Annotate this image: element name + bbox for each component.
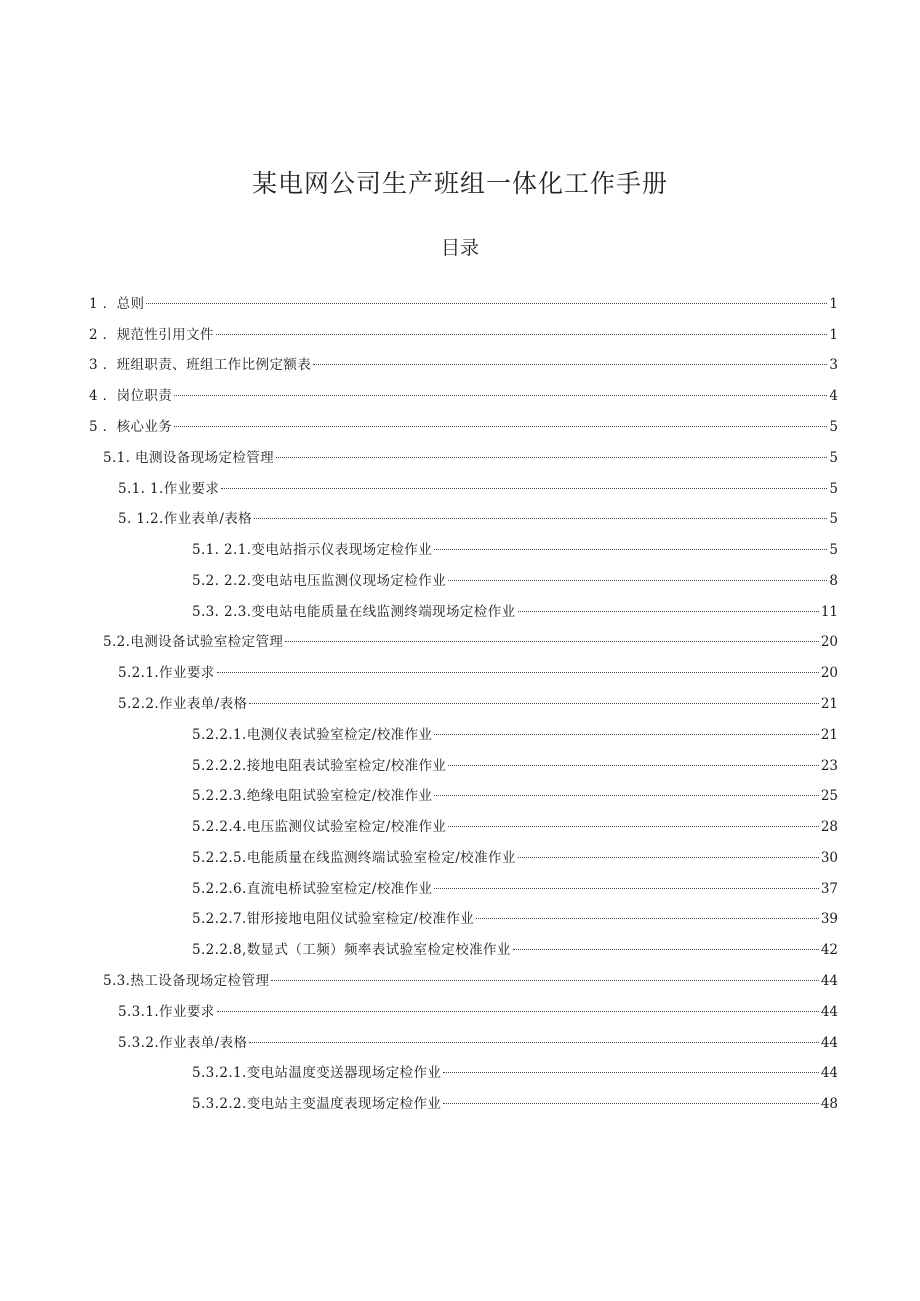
dot-leader [174,426,827,427]
toc-entry-page: 5 [829,511,838,527]
toc-entry-label: 3 ．班组职责、班组工作比例定额表 [89,357,312,373]
toc-entry[interactable] [192,571,838,591]
dot-leader [443,1072,818,1073]
toc-entry[interactable] [89,294,838,314]
dot-leader [146,303,827,304]
dot-leader [434,549,827,550]
toc-entry-page: 3 [829,357,838,373]
toc-entry-label: 5.3.2.2.变电站主变温度表现场定检作业 [192,1096,442,1112]
dot-leader [448,826,819,827]
toc-entry[interactable] [118,694,838,714]
toc-entry-page: 21 [820,727,838,743]
toc-entry-page: 4 [829,388,838,404]
toc-entry-page: 48 [820,1096,838,1112]
dot-leader [518,611,819,612]
toc-entry-label: 5.2.1.作业要求 [118,665,215,681]
toc-entry-page: 37 [820,881,838,897]
dot-leader [254,518,827,519]
toc-entry-label: 2 ．规范性引用文件 [89,327,214,343]
toc-entry[interactable] [192,1063,838,1083]
toc-entry-page: 28 [820,819,838,835]
dot-leader [217,672,819,673]
toc-entry[interactable] [89,417,838,437]
toc-entry[interactable] [192,725,838,745]
toc-entry-label: 5.2.2.5.电能质量在线监测终端试验室检定/校准作业 [192,850,516,866]
toc-entry-label: 5 ．核心业务 [89,419,173,435]
toc-entry-page: 1 [829,327,838,343]
dot-leader [448,765,819,766]
dot-leader [434,795,818,796]
toc-entry-page: 25 [820,788,838,804]
toc-entry[interactable] [89,386,838,406]
toc-entry-label: 5.2.2.7.钳形接地电阻仪试验室检定/校准作业 [192,911,475,927]
dot-leader [249,703,818,704]
toc-entry-page: 5 [829,481,838,497]
toc-entry[interactable] [192,1094,838,1114]
toc-entry-label: 5.2.2.2.接地电阻表试验室检定/校准作业 [192,758,447,774]
document-title: 某电网公司生产班组一体化工作手册 [251,169,668,198]
toc-entry-label: 5.3.热工设备现场定检管理 [103,973,270,989]
toc-entry-label: 1 ．总则 [89,296,145,312]
toc-entry[interactable] [192,817,838,837]
toc-entry[interactable] [192,540,838,560]
toc-entry[interactable] [192,940,838,960]
toc-entry-page: 44 [820,1065,838,1081]
toc-entry-page: 30 [820,850,838,866]
toc-entry-label: 5.2. 2.2.变电站电压监测仪现场定检作业 [192,573,447,589]
toc-entry-page: 5 [829,419,838,435]
toc-entry[interactable] [89,355,838,375]
toc-entry-page: 11 [820,604,838,620]
toc-entry-label: 5.2.2.1.电测仪表试验室检定/校准作业 [192,727,433,743]
toc-entry[interactable] [118,663,838,683]
toc-entry-label: 5.1. 电测设备现场定检管理 [103,450,275,466]
dot-leader [174,395,827,396]
toc-entry-page: 23 [820,758,838,774]
toc-entry[interactable] [192,909,838,929]
toc-heading: 目录 [440,237,479,259]
toc-entry-page: 42 [820,942,838,958]
toc-entry-label: 5.2.2.6.直流电桥试验室检定/校准作业 [192,881,433,897]
dot-leader [276,457,827,458]
toc-entry-page: 44 [820,973,838,989]
toc-entry[interactable] [118,1033,838,1053]
dot-leader [249,1042,818,1043]
toc-entry-label: 5.1. 2.1.变电站指示仪表现场定检作业 [192,542,433,558]
toc-entry-label: 5.2.2.3.绝缘电阻试验室检定/校准作业 [192,788,433,804]
toc-entry-label: 5.3.2.1.变电站温度变送器现场定检作业 [192,1065,442,1081]
toc-entry-page: 39 [820,911,838,927]
toc-entry-label: 5.2.2.8,数显式（工频）频率表试验室检定校准作业 [192,942,511,958]
toc-entry-page: 1 [829,296,838,312]
toc-entry[interactable] [192,786,838,806]
dot-leader [476,918,819,919]
dot-leader [513,949,819,950]
dot-leader [285,641,819,642]
toc-entry-page: 44 [820,1035,838,1051]
toc-entry-label: 5. 1.2.作业表单/表格 [118,511,253,527]
toc-entry-page: 5 [829,450,838,466]
toc-entry-label: 5.2.2.作业表单/表格 [118,696,248,712]
toc-entry-page: 21 [820,696,838,712]
toc-entry[interactable] [192,602,838,622]
dot-leader [313,364,827,365]
toc-entry-page: 20 [820,665,838,681]
dot-leader [271,980,818,981]
toc-entry[interactable] [103,632,838,652]
toc-entry[interactable] [118,479,838,499]
toc-entry-page: 20 [820,634,838,650]
dot-leader [518,857,819,858]
toc-entry-label: 5.3. 2.3.变电站电能质量在线监测终端现场定检作业 [192,604,516,620]
toc-entry[interactable] [118,1002,838,1022]
toc-entry[interactable] [192,848,838,868]
toc-entry[interactable] [192,756,838,776]
toc-entry-label: 5.2.电测设备试验室检定管理 [103,634,284,650]
toc-entry-label: 5.3.2.作业表单/表格 [118,1035,248,1051]
toc-entry[interactable] [118,509,838,529]
toc-entry[interactable] [103,448,838,468]
toc-entry-label: 5.3.1.作业要求 [118,1004,215,1020]
toc-entry-label: 4 ．岗位职责 [89,388,173,404]
toc-entry[interactable] [89,325,838,345]
dot-leader [434,888,818,889]
dot-leader [448,580,827,581]
toc-entry-page: 44 [820,1004,838,1020]
toc-entry-page: 8 [829,573,838,589]
toc-entry-label: 5.1. 1.作业要求 [118,481,220,497]
toc-entry[interactable] [103,971,838,991]
toc-entry[interactable] [192,879,838,899]
dot-leader [221,488,827,489]
dot-leader [217,1011,819,1012]
toc-entry-label: 5.2.2.4.电压监测仪试验室检定/校准作业 [192,819,447,835]
toc-entry-page: 5 [829,542,838,558]
dot-leader [434,734,818,735]
dot-leader [216,334,828,335]
dot-leader [443,1103,818,1104]
